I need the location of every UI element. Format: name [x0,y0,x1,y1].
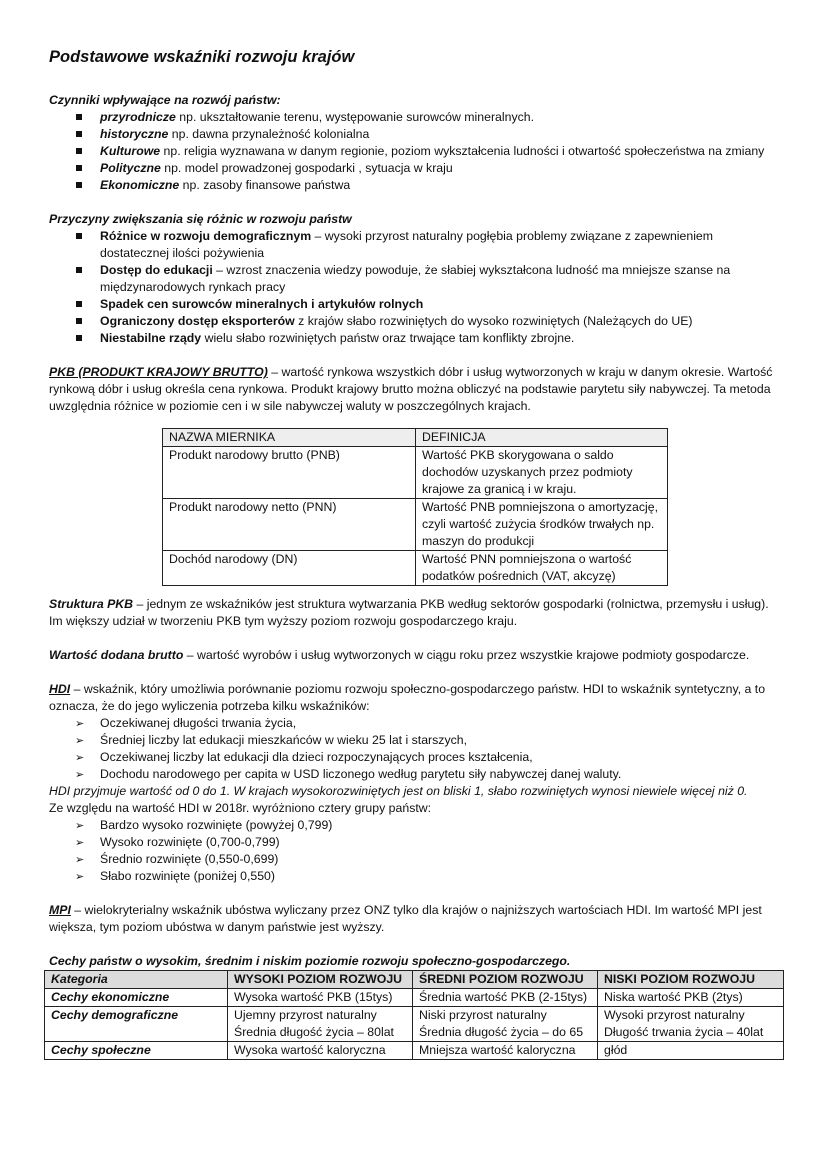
measure-definition: Wartość PKB skorygowana o saldo dochodów uzyskanych przez podmioty krajowe za granicą i w kraju. [416,447,668,499]
factor-text: np. zasoby finansowe państwa [179,178,351,192]
list-item: ➢ Słabo rozwinięte (poniżej 0,550) [100,868,784,885]
table-cell: Niska wartość PKB (2tys) [598,989,784,1007]
mpi-text: – wielokryterialny wskaźnik ubóstwa wyliczany przez ONZ tylko dla krajów o najniższych wartościach HDI. Im wartość MPI jest większa, tym poziom ubóstwa w danym państwie jest wyższy. [49,903,762,934]
cause-text: – wysoki przyrost naturalny pogłębia problemy związane z zapewnieniem dostatecznej ilości pożywienia [100,229,714,260]
cell-line: Wysoki przyrost naturalny [604,1008,745,1022]
pkb-text: – wartość rynkowa wszystkich dóbr i usług wytworzonych w kraju w danym okresie. Wartość rynkową dóbr i usług określa cena rynkowa. Produkt krajowy brutto można obliczyć na podstawie parytetu siły nabywczej. Ta metoda uwzględnia różnice w poziomie cen i w sile nabywczej waluty w poszczególnych krajach. [49,365,773,413]
list-item [100,160,784,177]
list-item: ➢ Oczekiwanej liczby lat edukacji dla dzieci rozpoczynających proces kształcenia, [100,749,784,766]
category-cell: Cechy demograficzne [45,1007,228,1042]
pkb-term: PKB (PRODUKT KRAJOWY BRUTTO) [49,365,268,379]
features-table [44,970,784,1060]
hdi-components-list [49,715,784,783]
table-row [45,1042,784,1060]
list-item [100,313,784,330]
column-header: WYSOKI POZIOM ROZWOJU [228,971,413,989]
cell-line: Długość trwania życia – 40lat [604,1025,764,1039]
cell-line: Średnia długość życia – do 65 [419,1025,584,1039]
list-item [100,143,784,160]
list-item: ➢ Bardzo wysoko rozwinięte (powyżej 0,799) [100,817,784,834]
structure-text: – jednym ze wskaźników jest struktura wytwarzania PKB według sektorów gospodarki (rolnictwa, przemysłu i usług). Im większy udział w tworzeniu PKB tym wyższy poziom rozwoju gospodarczego kraju. [49,597,769,628]
measure-name: Produkt narodowy brutto (PNB) [163,447,416,499]
factor-text: np. dawna przynależność kolonialna [168,127,370,141]
column-header: NAZWA MIERNIKA [163,429,416,447]
gva-text: – wartość wyrobów i usług wytworzonych w ciągu roku przez wszystkie krajowe podmioty gospodarcze. [183,648,750,662]
table-cell: Mniejsza wartość kaloryczna [413,1042,598,1060]
table-cell: Średnia wartość PKB (2-15tys) [413,989,598,1007]
column-header: Kategoria [45,971,228,989]
table-cell [413,1007,598,1042]
factor-text: np. religia wyznawana w danym regionie, poziom wykształcenia ludności i otwartość społeczeństwa na zmiany [160,144,765,158]
hdi-groups-list [49,817,784,885]
document-page [49,46,784,1060]
measure-definition: Wartość PNN pomniejszona o wartość podatków pośrednich (VAT, akcyzę) [416,551,668,586]
list-item [100,296,784,313]
causes-heading: Przyczyny zwiększania się różnic w rozwoju państw [49,212,352,226]
mpi-term: MPI [49,903,71,917]
cause-term: Różnice w rozwoju demograficznym [100,229,312,243]
table-header-row [163,429,668,447]
hdi-note: HDI przyjmuje wartość od 0 do 1. W krajach wysokorozwiniętych jest on bliski 1, słabo rozwiniętych wynosi niewiele więcej niż 0. [49,784,748,798]
factor-term: Ekonomiczne [100,178,180,192]
table-cell: głód [598,1042,784,1060]
cause-term: Dostęp do edukacji [100,263,213,277]
hdi-paragraph [49,681,784,715]
gva-term: Wartość dodana brutto [49,648,184,662]
list-item: ➢ Średniej liczby lat edukacji mieszkańców w wieku 25 lat i starszych, [100,732,784,749]
list-item [100,109,784,126]
measure-definition: Wartość PNB pomniejszona o amortyzację, czyli wartość zużycia środków trwałych np. maszyn do produkcji [416,499,668,551]
factors-heading: Czynniki wpływające na rozwój państw: [49,93,281,107]
list-item: ➢ Dochodu narodowego per capita w USD liczonego według parytetu siły nabywczej danej waluty. [100,766,784,783]
factor-text: np. model prowadzonej gospodarki , sytuacja w kraju [160,161,453,175]
list-item: ➢ Oczekiwanej długości trwania życia, [100,715,784,732]
column-header: DEFINICJA [416,429,668,447]
cause-term: Spadek cen surowców mineralnych i artykułów rolnych [100,297,424,311]
gva-paragraph [49,647,784,664]
cell-line: Średnia długość życia – 80lat [234,1025,394,1039]
table-row [163,499,668,551]
list-item: ➢ Średnio rozwinięte (0,550-0,699) [100,851,784,868]
factors-list [49,109,784,194]
table-cell: Wysoka wartość kaloryczna [228,1042,413,1060]
cause-term: Ograniczony dostęp eksporterów [100,314,295,328]
list-item [100,262,784,296]
structure-term: Struktura PKB [49,597,134,611]
measure-name: Dochód narodowy (DN) [163,551,416,586]
factor-term: Kulturowe [100,144,161,158]
hdi-groups-intro: Ze względu na wartość HDI w 2018r. wyróżniono cztery grupy państw: [49,801,432,815]
features-heading: Cechy państw o wysokim, średnim i niskim poziomie rozwoju społeczno-gospodarczego. [49,954,571,968]
measures-table [162,428,668,586]
cell-line: Ujemny przyrost naturalny [234,1008,377,1022]
factor-term: Polityczne [100,161,161,175]
category-cell: Cechy społeczne [45,1042,228,1060]
factor-term: przyrodnicze [100,110,176,124]
table-cell [598,1007,784,1042]
cause-text: wielu słabo rozwiniętych państw oraz trwające tam konflikty zbrojne. [201,331,575,345]
pkb-paragraph [49,364,784,415]
list-item [100,330,784,347]
causes-list [49,228,784,347]
cause-text: – wzrost znaczenia wiedzy powoduje, że słabiej wykształcona ludność ma mniejsze szanse na międzynarodowych rynkach pracy [100,263,731,294]
structure-paragraph [49,596,784,630]
factor-term: historyczne [100,127,169,141]
column-header: NISKI POZIOM ROZWOJU [598,971,784,989]
table-row [45,989,784,1007]
table-cell: Wysoka wartość PKB (15tys) [228,989,413,1007]
column-header: ŚREDNI POZIOM ROZWOJU [413,971,598,989]
table-header-row [45,971,784,989]
table-cell [228,1007,413,1042]
mpi-paragraph [49,902,784,936]
category-cell: Cechy ekonomiczne [45,989,228,1007]
table-row [163,447,668,499]
list-item [100,228,784,262]
table-row [163,551,668,586]
hdi-term: HDI [49,682,71,696]
page-title: Podstawowe wskaźniki rozwoju krajów [49,48,355,66]
cause-text: z krajów słabo rozwiniętych do wysoko rozwiniętych (Należących do UE) [294,314,693,328]
cause-term: Niestabilne rządy [100,331,202,345]
list-item: ➢ Wysoko rozwinięte (0,700-0,799) [100,834,784,851]
hdi-text: – wskaźnik, który umożliwia porównanie poziomu rozwoju społeczno-gospodarczego państw. HDI to wskaźnik syntetyczny, a to oznacza, że do jego wyliczenia potrzeba kilku wskaźników: [49,682,766,713]
list-item [100,126,784,143]
measure-name: Produkt narodowy netto (PNN) [163,499,416,551]
factor-text: np. ukształtowanie terenu, występowanie surowców mineralnych. [175,110,535,124]
table-row [45,1007,784,1042]
list-item [100,177,784,194]
cell-line: Niski przyrost naturalny [419,1008,547,1022]
